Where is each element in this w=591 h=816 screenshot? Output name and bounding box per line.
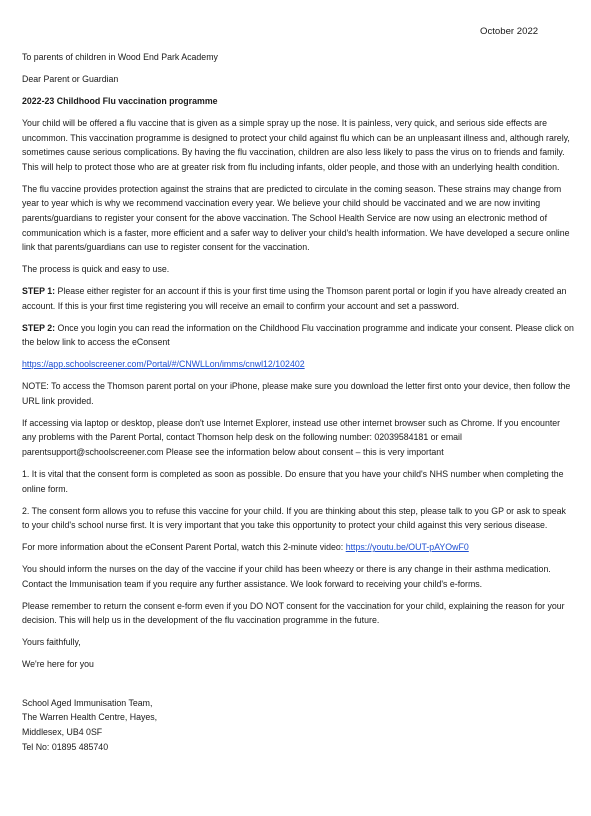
econsent-link[interactable]: https://app.schoolscreener.com/Portal/#/CNWLLon/imms/cnwl12/102402 [22,359,305,370]
consent-point-1: 1. It is vital that the consent form is completed as soon as possible. Do ensure that you have your child's NHS number when completing the online form. [22,468,564,494]
letter-title: 2022-23 Childhood Flu vaccination programme [22,95,218,106]
inform-nurses-paragraph: You should inform the nurses on the day of the vaccine if your child has been wheezy or there is any change in their asthma medication. Contact the Immunisation team if you require any further assistance. We look forward to receiving your child's e-forms. [22,564,551,589]
address-line: School Aged Immunisation Team, [22,697,153,708]
video-paragraph [22,540,574,555]
step-2-paragraph [22,321,574,350]
address-line: Middlesex, UB4 0SF [22,727,103,738]
step-1-paragraph [22,284,574,313]
return-form-paragraph: Please remember to return the consent e-form even if you DO NOT consent for the vaccination for your child, explaining the reason for your decision. This will help us in the development of the flu vaccination programme in the future. [22,600,565,626]
video-text: For more information about the eConsent Parent Portal, watch this 2-minute video: [22,542,346,553]
iphone-note: NOTE: To access the Thomson parent portal on your iPhone, please make sure you download the letter first onto your device, then follow the URL link provided. [22,381,571,406]
consent-point-2: 2. The consent form allows you to refuse this vaccine for your child. If you are thinking about this step, please talk to you GP or ask to speak to your child's school nurse first. It is very important that you take this opportunity to protect your child against this very serious disease. [22,505,566,531]
process-paragraph: The process is quick and easy to use. [22,264,170,275]
step-1-label: STEP 1: [22,286,56,297]
letter-body [22,50,574,754]
recipient-line: To parents of children in Wood End Park Academy [22,52,218,62]
consent-link-paragraph [22,357,574,372]
phone-line: Tel No: 01895 485740 [22,741,109,752]
video-link[interactable]: https://youtu.be/OUT-pAYOwF0 [345,542,469,553]
protection-paragraph: The flu vaccine provides protection against the strains that are predicted to circulate in the coming season. These strains may change from year to year which is why we recommend vaccination every year. We believe your child should be vaccinated and we are now inviting parents/guardians to register your consent for the above vaccination. The School Health Service are now using an electronic method of communication which is a faster, more efficient and a safer way to deliver your child's health information. We have developed a secure online link that parents/guardians can use to register consent for the vaccination. [22,183,570,253]
browser-paragraph: If accessing via laptop or desktop, please don't use Internet Explorer, instead use other internet browser such as Chrome. If you encounter any problems with the Parent Portal, contact Thomson help desk on the following number: 02039584181 or email parentsupport@schoolscreener.com Please see the information below about consent – this is very important [22,417,561,457]
salutation: Dear Parent or Guardian [22,73,119,84]
closing-line: Yours faithfully, [22,637,81,648]
sender-address [22,696,574,754]
intro-paragraph: Your child will be offered a flu vaccine that is given as a simple spray up the nose. It is painless, very quick, and serious side effects are uncommon. This vaccination programme is designed to protect your child against flu which can be an unpleasant illness and, although rarely, sometimes cause serious complications. By having the flu vaccination, children are also less likely to pass the virus on to friends and family. This will help to protect those who are at greater risk from flu including infants, older people, and those with an underlying health condition. [22,117,570,172]
step-1-text: Please either register for an account if this is your first time using the Thomson parent portal or login if you have already created an account. If this is your first time registering you will receive an email to confirm your account and set a password. [22,286,567,311]
tagline: We're here for you [22,659,94,670]
step-2-text: Once you login you can read the information on the Childhood Flu vaccination programme and indicate your consent. Please click on the below link to access the eConsent [22,322,574,348]
address-line: The Warren Health Centre, Hayes, [22,712,158,723]
letter-date: October 2022 [480,26,539,37]
step-2-label: STEP 2: [22,322,56,333]
